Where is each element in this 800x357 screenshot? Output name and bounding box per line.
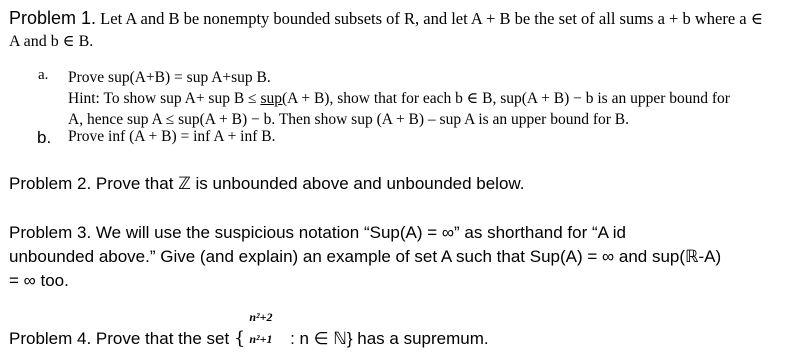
problem-1-line-1 bbox=[9, 8, 763, 29]
part-a-line-1: Prove sup(A+B) = sup A+sup B. bbox=[68, 69, 271, 86]
problem-3-line-2: unbounded above.” Give (and explain) an example of set A such that Sup(A) = ∞ and sup(ℝ-A) bbox=[9, 247, 722, 266]
part-b-text: Prove inf (A + B) = inf A + inf B. bbox=[68, 128, 276, 145]
part-a-hint-underlined: sup( bbox=[260, 90, 288, 107]
set-condition: : n ∈ ℕ} bbox=[285, 329, 353, 348]
part-a-hint-pre: Hint: To show sup A+ sup B ≤ bbox=[68, 90, 261, 107]
part-a-label: a. bbox=[38, 67, 49, 83]
part-a-hint-post: A + B), show that for each b ∈ B, sup(A + B) − b is an upper bound for bbox=[287, 90, 730, 107]
problem-1-statement: Let A and B be nonempty bounded subsets of R, and let A + B be the set of all sums a + b where a ∈ bbox=[100, 9, 763, 28]
problem-1-line-2: A and b ∈ B. bbox=[9, 33, 94, 50]
problem-4-prefix: Problem 4. Prove that the set bbox=[9, 329, 234, 348]
part-a-text bbox=[68, 67, 730, 130]
problem-3-line-3: = ∞ too. bbox=[9, 271, 69, 290]
problem-3 bbox=[9, 221, 721, 293]
fraction-denominator: n²+1 bbox=[249, 332, 273, 346]
problem-4-suffix: has a supremum. bbox=[352, 329, 489, 348]
problem-3-line-1: Problem 3. We will use the suspicious notation “Sup(A) = ∞” as shorthand for “A id bbox=[9, 223, 627, 242]
set-fraction bbox=[245, 310, 285, 346]
problem-1-heading: Problem 1. bbox=[9, 8, 97, 28]
part-a-line-3: A, hence sup A ≤ sup(A + B) − b. Then show sup (A + B) – sup A is an upper bound for B. bbox=[68, 111, 629, 128]
problem-4 bbox=[9, 310, 489, 349]
part-a-line-2 bbox=[68, 88, 730, 109]
problem-2: Problem 2. Prove that ℤ is unbounded above and unbounded below. bbox=[9, 174, 525, 193]
fraction-numerator: n²+2 bbox=[249, 310, 273, 324]
set-open-brace: { bbox=[233, 328, 246, 349]
part-b-label: b. bbox=[37, 128, 52, 147]
